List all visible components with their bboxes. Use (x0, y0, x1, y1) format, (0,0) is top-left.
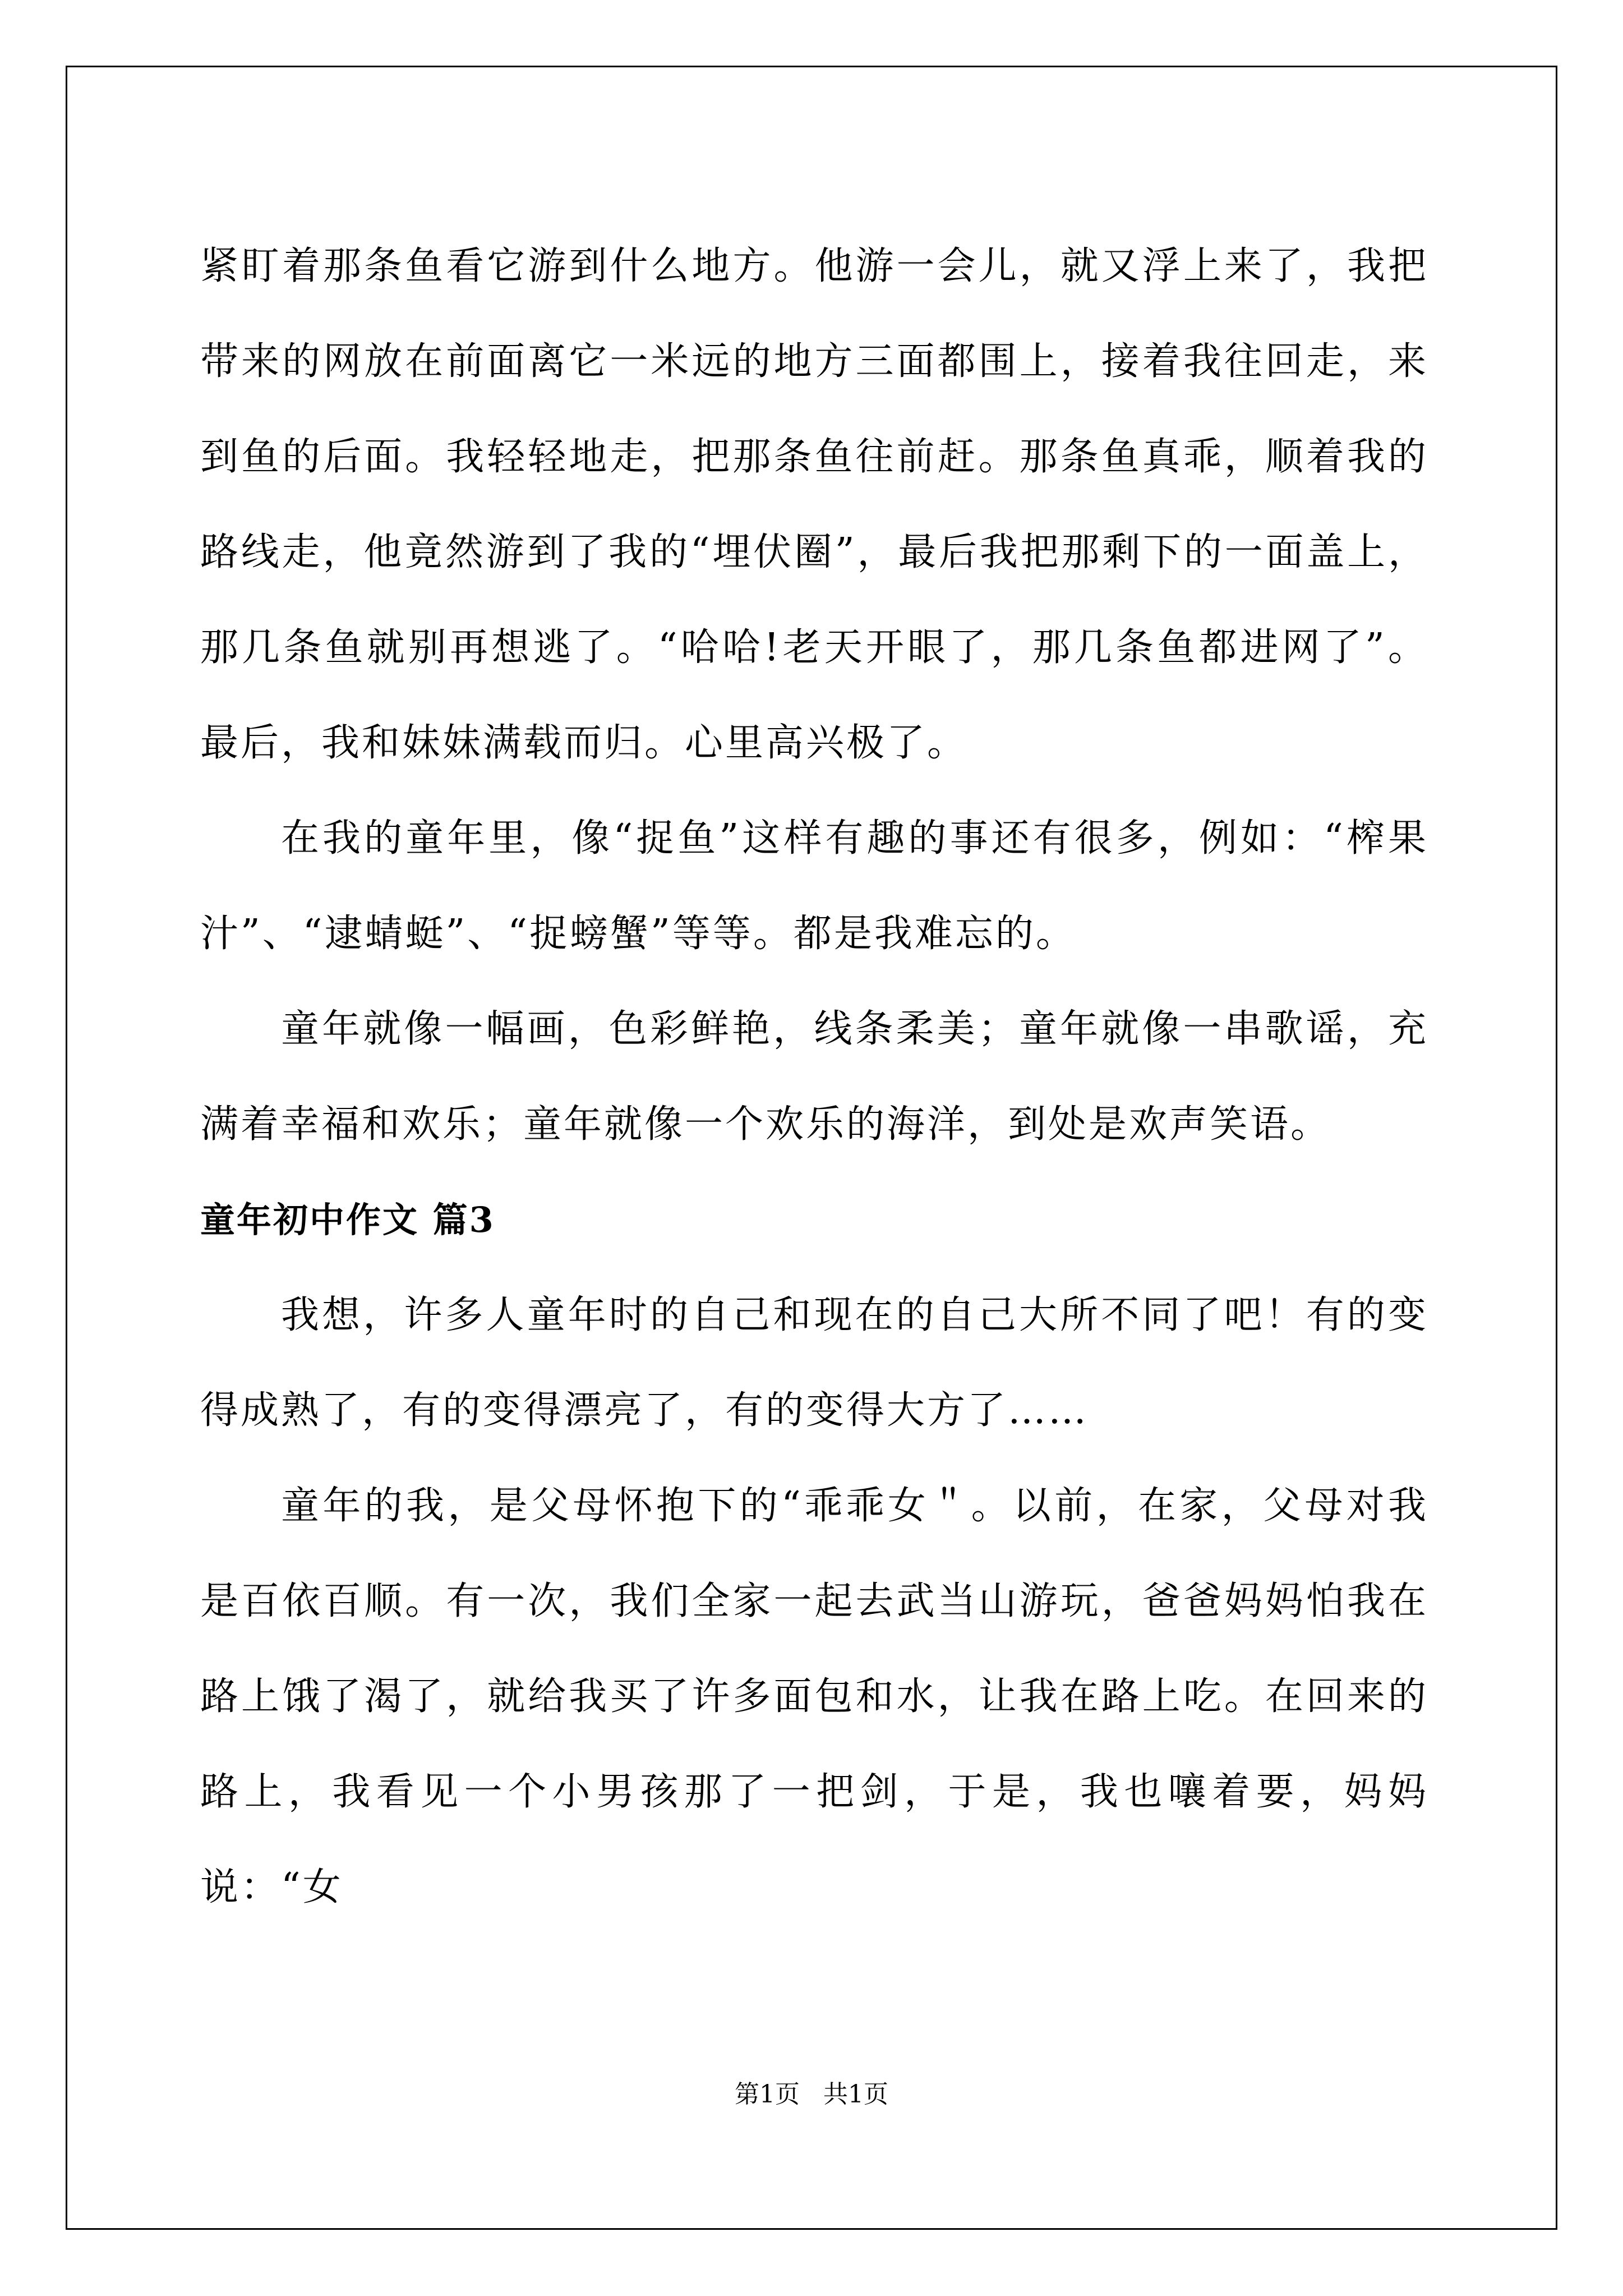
page-footer: 第1页 共1页 (735, 2080, 888, 2109)
paragraph-wudang-trip: 童年的我，是父母怀抱下的“乖乖女＂。以前，在家，父母对我是百依百顺。有一次，我们全家一起去武当山游玩，爸爸妈妈怕我在路上饿了渴了，就给我买了许多面包和水，让我在路上吃。在回来的路上，我看见一个小男孩那了一把剑，于是，我也嚷着要，妈妈说：“女 (200, 1484, 1428, 1910)
paragraph-fishing: 紧盯着那条鱼看它游到什么地方。他游一会儿，就又浮上来了，我把带来的网放在前面离它一米远的地方三面都围上，接着我往回走，来到鱼的后面。我轻轻地走，把那条鱼往前赶。那条鱼真乖，顺着我的路线走，他竟然游到了我的“埋伏圈”，最后我把那剩下的一面盖上，那几条鱼就别再想逃了。“哈哈!老天开眼了，那几条鱼都进网了”。最后，我和妹妹满载而归。心里高兴极了。 (200, 244, 1428, 765)
paragraph-changes: 我想，许多人童年时的自己和现在的自己大所不同了吧！有的变得成熟了，有的变得漂亮了，有的变得大方了…… (200, 1293, 1428, 1433)
document-body (200, 219, 1428, 1935)
essay-heading: 童年初中作文 篇3 (200, 1199, 495, 1240)
paragraph-childhood-fun: 在我的童年里，像“捉鱼”这样有趣的事还有很多，例如：“榨果汁”、“逮蜻蜓”、“捉螃蟹”等等。都是我难忘的。 (200, 816, 1428, 956)
paragraph-childhood-metaphor: 童年就像一幅画，色彩鲜艳，线条柔美；童年就像一串歌谣，充满着幸福和欢乐；童年就像一个欢乐的海洋，到处是欢声笑语。 (200, 1007, 1428, 1147)
